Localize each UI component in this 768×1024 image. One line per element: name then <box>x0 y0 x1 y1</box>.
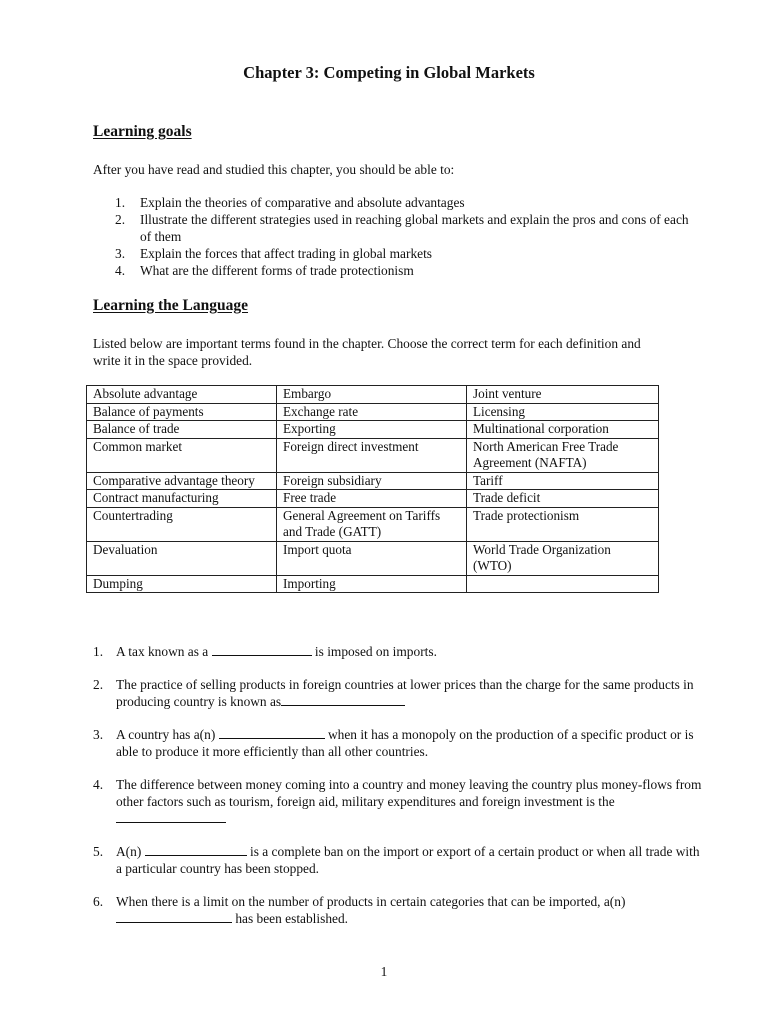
goal-text: Illustrate the different strategies used in reaching global markets and explain the pros and cons of each of them <box>140 212 689 244</box>
question-number: 5. <box>93 844 104 859</box>
table-row <box>87 575 659 593</box>
term-cell: Exchange rate <box>277 403 467 421</box>
question-list <box>93 643 703 943</box>
goal-item <box>93 211 703 245</box>
question-item <box>93 676 703 710</box>
answer-blank <box>212 643 312 656</box>
term-cell: Common market <box>87 438 277 472</box>
learning-language-heading: Learning the Language <box>93 297 249 314</box>
learning-goals-intro: After you have read and studied this chapter, you should be able to: <box>93 162 455 177</box>
question-text: When there is a limit on the number of products in certain categories that can be imported, a(n) <box>116 894 626 909</box>
table-row <box>87 438 659 472</box>
question-number: 1. <box>93 644 104 659</box>
term-cell: Balance of payments <box>87 403 277 421</box>
question-text: when it has a monopoly on the production of a specific product or is able to produce it more efficiently than all other countries. <box>116 727 694 759</box>
term-cell: Embargo <box>277 386 467 404</box>
answer-blank <box>281 693 405 706</box>
answer-blank <box>116 910 232 923</box>
table-row <box>87 403 659 421</box>
question-item <box>93 643 703 660</box>
answer-blank <box>219 726 325 739</box>
term-cell: Joint venture <box>467 386 659 404</box>
question-number: 4. <box>93 777 104 792</box>
term-cell: Comparative advantage theory <box>87 472 277 490</box>
term-cell: Foreign subsidiary <box>277 472 467 490</box>
question-number: 6. <box>93 894 104 909</box>
question-text: The difference between money coming into a country and money leaving the country plus money-flows from other factors such as tourism, foreign aid, military expenditures and foreign investment is the <box>116 777 702 809</box>
term-cell: Free trade <box>277 490 467 508</box>
term-cell: Dumping <box>87 575 277 593</box>
learning-goals-list <box>93 194 703 279</box>
goal-number: 1. <box>115 195 126 210</box>
question-text: A tax known as a <box>116 644 212 659</box>
table-row <box>87 386 659 404</box>
learning-language-intro: Listed below are important terms found in the chapter. Choose the correct term for each definition and write it in the space provided. <box>93 336 641 368</box>
question-item <box>93 893 703 927</box>
term-cell: Balance of trade <box>87 421 277 439</box>
goal-item <box>93 245 703 262</box>
goal-item <box>93 262 703 279</box>
goal-number: 3. <box>115 246 126 261</box>
goal-text: Explain the forces that affect trading in global markets <box>140 246 433 261</box>
term-cell: Importing <box>277 575 467 593</box>
question-number: 2. <box>93 677 104 692</box>
term-cell: Countertrading <box>87 507 277 541</box>
term-cell: Foreign direct investment <box>277 438 467 472</box>
term-cell: Tariff <box>467 472 659 490</box>
goal-item <box>93 194 703 211</box>
term-cell: Exporting <box>277 421 467 439</box>
term-cell: Absolute advantage <box>87 386 277 404</box>
question-text: is a complete ban on the import or export of a certain product or when all trade with a particular country has been stopped. <box>116 844 700 876</box>
question-item <box>93 843 703 877</box>
terms-table <box>86 385 659 593</box>
learning-goals-heading: Learning goals <box>93 123 192 140</box>
term-cell: North American Free Trade Agreement (NAFTA) <box>467 438 659 472</box>
term-cell: Trade deficit <box>467 490 659 508</box>
question-text: A(n) <box>116 844 145 859</box>
table-row <box>87 507 659 541</box>
term-cell: General Agreement on Tariffs and Trade (GATT) <box>277 507 467 541</box>
term-cell <box>467 575 659 593</box>
table-row <box>87 490 659 508</box>
page-number: 1 <box>380 964 388 979</box>
question-text: has been established. <box>232 911 349 926</box>
question-text: The practice of selling products in foreign countries at lower prices than the charge for the same products in producing country is known as <box>116 677 694 709</box>
table-row <box>87 472 659 490</box>
term-cell: Import quota <box>277 541 467 575</box>
goal-text: What are the different forms of trade protectionism <box>140 263 414 278</box>
term-cell: Licensing <box>467 403 659 421</box>
term-cell: Devaluation <box>87 541 277 575</box>
goal-number: 2. <box>115 212 126 227</box>
answer-blank <box>145 843 247 856</box>
page-title: Chapter 3: Competing in Global Markets <box>243 63 535 82</box>
term-cell: Multinational corporation <box>467 421 659 439</box>
table-row <box>87 541 659 575</box>
question-text: is imposed on imports. <box>311 644 437 659</box>
question-text: A country has a(n) <box>116 727 219 742</box>
question-number: 3. <box>93 727 104 742</box>
table-row <box>87 421 659 439</box>
question-item <box>93 776 703 827</box>
question-item <box>93 726 703 760</box>
goal-number: 4. <box>115 263 126 278</box>
answer-blank <box>116 810 226 823</box>
goal-text: Explain the theories of comparative and absolute advantages <box>140 195 465 210</box>
term-cell: Trade protectionism <box>467 507 659 541</box>
term-cell: Contract manufacturing <box>87 490 277 508</box>
term-cell: World Trade Organization (WTO) <box>467 541 659 575</box>
